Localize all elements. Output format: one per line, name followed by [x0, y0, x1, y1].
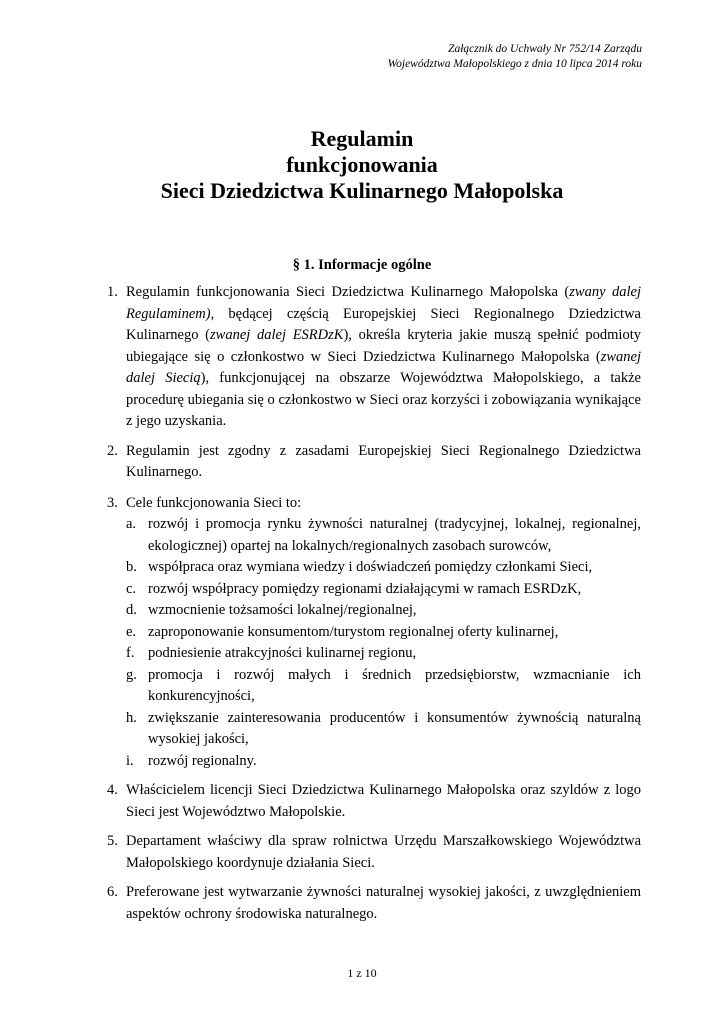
list-letter: c. — [126, 580, 137, 597]
list-text: podniesienie atrakcyjności kulinarnej regionu, — [148, 645, 417, 661]
paragraph-number: 6. — [107, 884, 118, 900]
list-letter: b. — [126, 559, 137, 575]
paragraph-text: Właścicielem licencji Sieci Dziedzictwa Kulinarnego Małopolska oraz szyldów z logo Sieci jest Województwo Małopolskie. — [126, 782, 641, 820]
paragraph-text: Cele funkcjonowania Sieci to: — [126, 494, 302, 511]
paragraph-6 — [107, 882, 641, 925]
paragraph-4 — [107, 780, 641, 823]
paragraph-number: 2. — [107, 442, 118, 459]
paragraph-text — [126, 282, 641, 433]
document-title — [0, 126, 724, 204]
list-text: promocja i rozwój małych i średnich przedsiębiorstw, wzmacnianie ich konkurencyjności, — [148, 666, 641, 704]
text-run: ), funkcjonującej na obszarze Województwa Małopolskiego, a także procedurę ubiegania się o członkostwo w Sieci oraz korzyści i zobowiązania wynikające z jego uzyskania. — [126, 370, 641, 429]
paragraph-3 — [107, 493, 641, 773]
paragraph-body — [126, 493, 641, 773]
page-number: 1 z 10 — [347, 966, 377, 980]
list-text: wzmocnienie tożsamości lokalnej/regionalnej, — [148, 602, 417, 618]
list-item — [126, 708, 641, 751]
document-body — [107, 282, 641, 925]
text-run-italic: zwanej dalej Siecią — [126, 348, 641, 386]
section-heading: § 1. Informacje ogólne — [292, 257, 432, 273]
list-text: zaproponowanie konsumentom/turystom regionalnej oferty kulinarnej, — [148, 623, 559, 640]
paragraph-2 — [107, 441, 641, 484]
list-item — [126, 643, 641, 665]
list-text: rozwój współpracy pomiędzy regionami działającymi w ramach ESRDzK, — [148, 580, 582, 597]
text-run-italic: zwanej dalej ESRDzK — [210, 327, 344, 343]
list-text: zwiększanie zainteresowania producentów i konsumentów żywnością naturalną wysokiej jakości, — [148, 709, 641, 747]
header-line-1: Załącznik do Uchwały Nr 752/14 Zarządu — [448, 43, 642, 55]
list-letter: f. — [126, 645, 135, 661]
text-run: Regulamin funkcjonowania Sieci Dziedzictwa Kulinarnego Małopolska ( — [126, 284, 570, 300]
list-letter: d. — [126, 602, 137, 618]
paragraph-number: 5. — [107, 833, 118, 849]
paragraph-number: 3. — [107, 494, 118, 511]
list-letter: a. — [126, 516, 137, 532]
paragraph-5 — [107, 831, 641, 874]
text-run: ), określa kryteria jakie muszą spełnić podmioty ubiegające się o członkostwo w Sieci Dziedzictwa Kulinarnego Małopolska ( — [126, 327, 641, 365]
text-run-italic: zwany dalej Regulaminem) — [126, 284, 642, 322]
list-item — [126, 557, 641, 579]
list-item — [126, 579, 641, 601]
paragraph-1 — [107, 282, 641, 433]
list-letter: i. — [126, 752, 134, 769]
title-line-3: Sieci Dziedzictwa Kulinarnego Małopolska — [160, 178, 564, 203]
list-item — [126, 665, 641, 708]
list-item — [126, 600, 641, 622]
list-item — [126, 751, 641, 773]
title-line-1: Regulamin — [310, 126, 414, 151]
header-line-2: Województwa Małopolskiego z dnia 10 lipca 2014 roku — [387, 58, 642, 70]
list-text: współpraca oraz wymiana wiedzy i doświadczeń pomiędzy członkami Sieci, — [148, 559, 593, 575]
paragraph-text: Regulamin jest zgodny z zasadami Europejskiej Sieci Regionalnego Dziedzictwa Kulinarnego. — [126, 442, 641, 480]
title-line-2: funkcjonowania — [286, 152, 438, 177]
paragraph-text: Departament właściwy dla spraw rolnictwa Urzędu Marszałkowskiego Województwa Małopolskiego koordynuje działania Sieci. — [126, 833, 641, 871]
paragraph-number: 1. — [107, 284, 118, 300]
attachment-header — [222, 42, 642, 72]
paragraph-number: 4. — [107, 782, 118, 798]
list-letter: g. — [126, 666, 137, 683]
paragraph-text: Preferowane jest wytwarzanie żywności naturalnej wysokiej jakości, z uwzględnieniem aspektów ochrony środowiska naturalnego. — [126, 884, 641, 922]
text-run: , będącej częścią Europejskiej Sieci Regionalnego Dziedzictwa Kulinarnego ( — [126, 305, 641, 343]
list-item — [126, 622, 641, 644]
list-letter: e. — [126, 623, 137, 640]
list-letter: h. — [126, 709, 137, 726]
list-item — [126, 514, 641, 557]
list-text: rozwój i promocja rynku żywności naturalnej (tradycyjnej, lokalnej, regionalnej, ekologicznej) opartej na lokalnych/regionalnych zasobach surowców, — [148, 516, 641, 554]
list-text: rozwój regionalny. — [148, 752, 257, 769]
